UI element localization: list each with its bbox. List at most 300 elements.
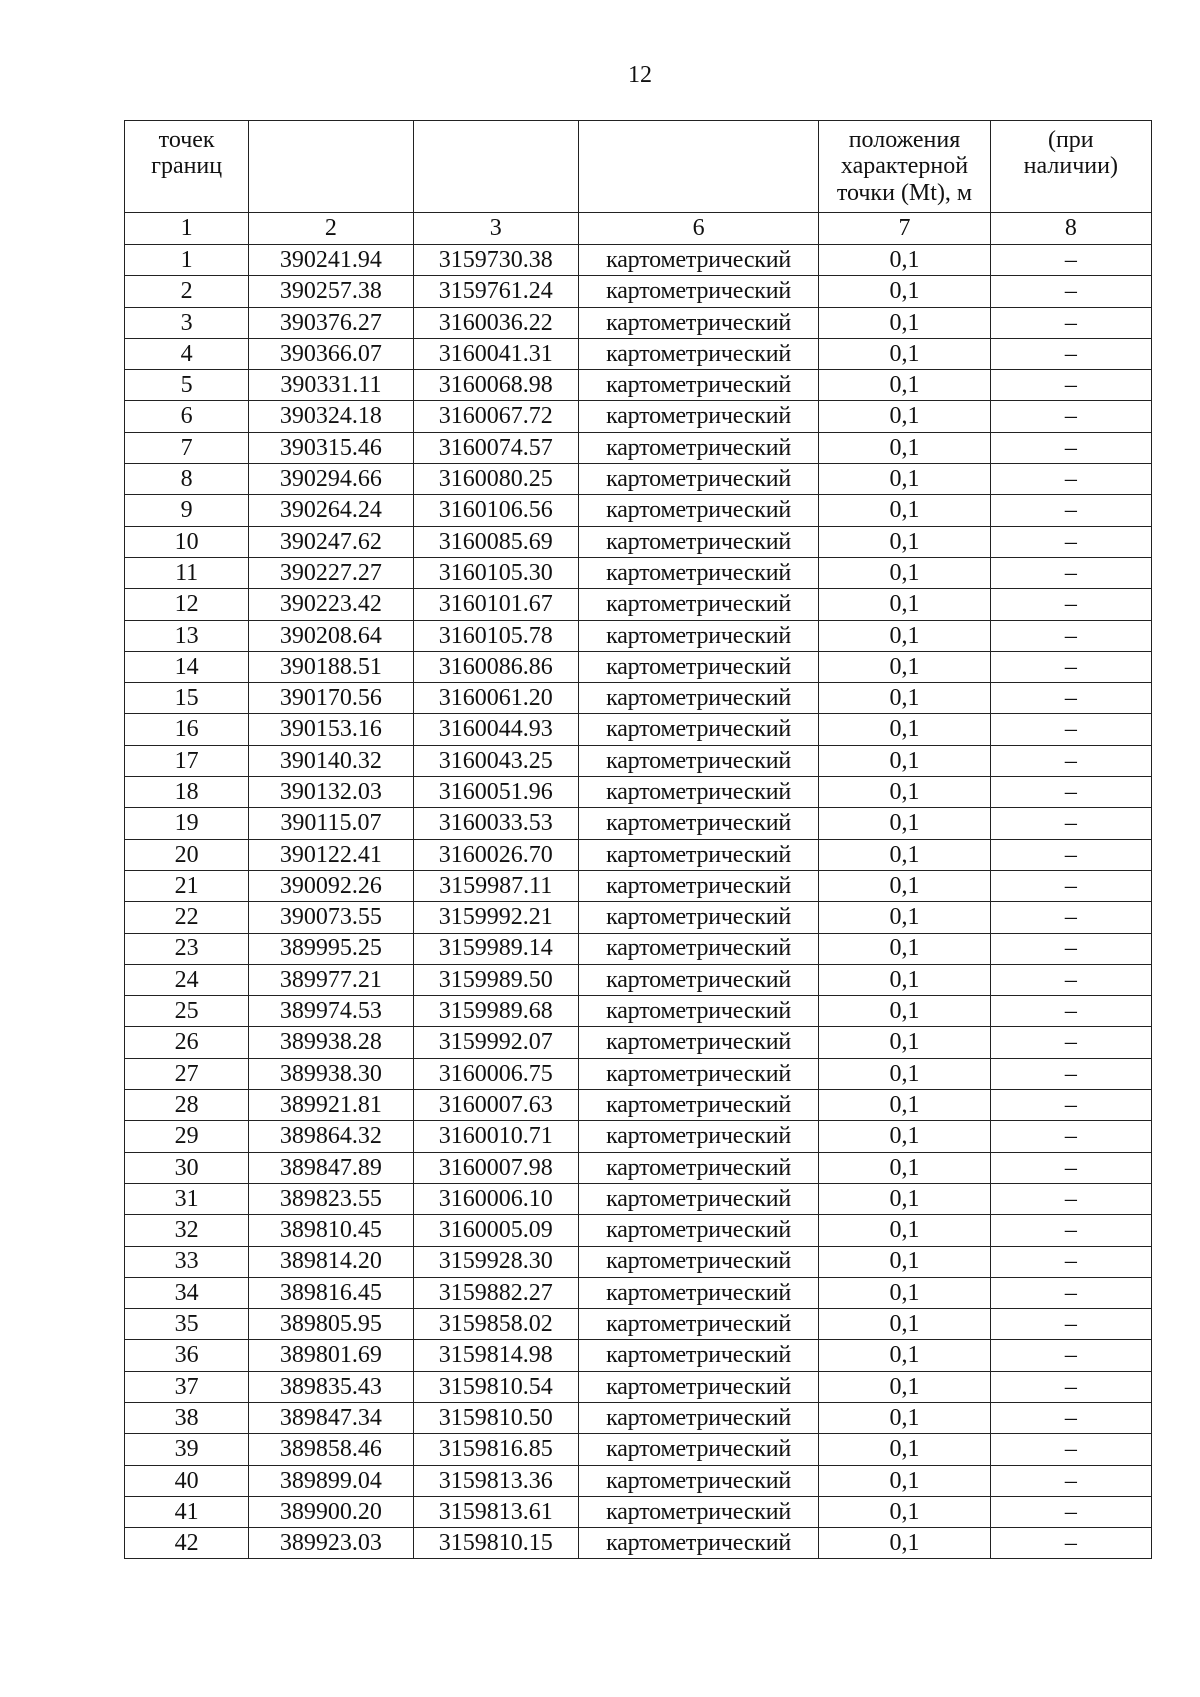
method-cell: картометрический: [578, 1309, 818, 1340]
x-coordinate-cell: 390122.41: [249, 839, 413, 870]
x-coordinate-cell: 389810.45: [249, 1215, 413, 1246]
y-coordinate-cell: 3160006.10: [413, 1183, 578, 1214]
x-coordinate-cell: 389801.69: [249, 1340, 413, 1371]
x-coordinate-cell: 389847.34: [249, 1402, 413, 1433]
table-row: [125, 432, 1152, 463]
description-cell: –: [990, 1058, 1151, 1089]
y-coordinate-cell: 3160041.31: [413, 338, 578, 369]
description-cell: –: [990, 808, 1151, 839]
method-cell: картометрический: [578, 714, 818, 745]
table-row: [125, 745, 1152, 776]
table-row: [125, 307, 1152, 338]
x-coordinate-cell: 390247.62: [249, 526, 413, 557]
table-row: [125, 1183, 1152, 1214]
description-cell: –: [990, 1183, 1151, 1214]
description-cell: –: [990, 933, 1151, 964]
accuracy-cell: 0,1: [819, 745, 990, 776]
method-cell: картометрический: [578, 464, 818, 495]
column-number: 1: [125, 213, 249, 245]
description-cell: –: [990, 370, 1151, 401]
accuracy-cell: 0,1: [819, 839, 990, 870]
y-coordinate-cell: 3159810.54: [413, 1371, 578, 1402]
x-coordinate-cell: 389899.04: [249, 1465, 413, 1496]
method-cell: картометрический: [578, 1215, 818, 1246]
accuracy-cell: 0,1: [819, 870, 990, 901]
column-number: 8: [990, 213, 1151, 245]
x-coordinate-cell: 389995.25: [249, 933, 413, 964]
header-line: (при: [1047, 127, 1094, 153]
table-row: [125, 1152, 1152, 1183]
description-cell: –: [990, 902, 1151, 933]
point-number-cell: 12: [125, 589, 249, 620]
boundary-points-table: [124, 120, 1152, 1559]
header-line: точки (Mt), м: [836, 179, 973, 206]
accuracy-cell: 0,1: [819, 1371, 990, 1402]
table-row: [125, 1528, 1152, 1559]
y-coordinate-cell: 3160086.86: [413, 651, 578, 682]
method-cell: картометрический: [578, 964, 818, 995]
accuracy-cell: 0,1: [819, 620, 990, 651]
y-coordinate-cell: 3160033.53: [413, 808, 578, 839]
description-cell: –: [990, 1309, 1151, 1340]
header-point-number: [125, 121, 249, 213]
description-cell: –: [990, 589, 1151, 620]
method-cell: картометрический: [578, 245, 818, 276]
x-coordinate-cell: 390366.07: [249, 338, 413, 369]
point-number-cell: 18: [125, 777, 249, 808]
x-coordinate-cell: 390132.03: [249, 777, 413, 808]
method-cell: картометрический: [578, 777, 818, 808]
point-number-cell: 28: [125, 1090, 249, 1121]
accuracy-cell: 0,1: [819, 1183, 990, 1214]
point-number-cell: 6: [125, 401, 249, 432]
point-number-cell: 21: [125, 870, 249, 901]
point-number-cell: 35: [125, 1309, 249, 1340]
description-cell: –: [990, 1340, 1151, 1371]
y-coordinate-cell: 3160044.93: [413, 714, 578, 745]
accuracy-cell: 0,1: [819, 1528, 990, 1559]
table-row: [125, 777, 1152, 808]
y-coordinate-cell: 3160043.25: [413, 745, 578, 776]
description-cell: –: [990, 1528, 1151, 1559]
point-number-cell: 11: [125, 557, 249, 588]
accuracy-cell: 0,1: [819, 1402, 990, 1433]
accuracy-cell: 0,1: [819, 589, 990, 620]
table-row: [125, 1465, 1152, 1496]
point-number-cell: 27: [125, 1058, 249, 1089]
description-cell: –: [990, 714, 1151, 745]
description-cell: –: [990, 1277, 1151, 1308]
x-coordinate-cell: 389814.20: [249, 1246, 413, 1277]
table-row: [125, 714, 1152, 745]
table-row: [125, 996, 1152, 1027]
header-line: наличии): [1023, 153, 1118, 180]
column-number: 3: [413, 213, 578, 245]
y-coordinate-cell: 3160007.98: [413, 1152, 578, 1183]
point-number-cell: 31: [125, 1183, 249, 1214]
method-cell: картометрический: [578, 1528, 818, 1559]
accuracy-cell: 0,1: [819, 495, 990, 526]
accuracy-cell: 0,1: [819, 370, 990, 401]
method-cell: картометрический: [578, 996, 818, 1027]
y-coordinate-cell: 3159858.02: [413, 1309, 578, 1340]
x-coordinate-cell: 389805.95: [249, 1309, 413, 1340]
table-header-row: [125, 121, 1152, 213]
y-coordinate-cell: 3159816.85: [413, 1434, 578, 1465]
x-coordinate-cell: 390294.66: [249, 464, 413, 495]
table-row: [125, 620, 1152, 651]
method-cell: картометрический: [578, 1277, 818, 1308]
column-number: 6: [578, 213, 818, 245]
accuracy-cell: 0,1: [819, 714, 990, 745]
table-row: [125, 1340, 1152, 1371]
description-cell: –: [990, 526, 1151, 557]
description-cell: –: [990, 307, 1151, 338]
y-coordinate-cell: 3159992.07: [413, 1027, 578, 1058]
method-cell: картометрический: [578, 338, 818, 369]
point-number-cell: 30: [125, 1152, 249, 1183]
table-row: [125, 651, 1152, 682]
x-coordinate-cell: 390140.32: [249, 745, 413, 776]
page-number: 12: [628, 62, 652, 88]
point-number-cell: 29: [125, 1121, 249, 1152]
accuracy-cell: 0,1: [819, 1496, 990, 1527]
y-coordinate-cell: 3159989.14: [413, 933, 578, 964]
accuracy-cell: 0,1: [819, 902, 990, 933]
table-row: [125, 526, 1152, 557]
accuracy-cell: 0,1: [819, 1277, 990, 1308]
x-coordinate-cell: 389864.32: [249, 1121, 413, 1152]
point-number-cell: 22: [125, 902, 249, 933]
point-number-cell: 19: [125, 808, 249, 839]
x-coordinate-cell: 389858.46: [249, 1434, 413, 1465]
y-coordinate-cell: 3160074.57: [413, 432, 578, 463]
y-coordinate-cell: 3160051.96: [413, 777, 578, 808]
accuracy-cell: 0,1: [819, 338, 990, 369]
point-number-cell: 38: [125, 1402, 249, 1433]
method-cell: картометрический: [578, 1340, 818, 1371]
method-cell: картометрический: [578, 432, 818, 463]
accuracy-cell: 0,1: [819, 996, 990, 1027]
point-number-cell: 1: [125, 245, 249, 276]
x-coordinate-cell: 390073.55: [249, 902, 413, 933]
method-cell: картометрический: [578, 307, 818, 338]
table-row: [125, 338, 1152, 369]
point-number-cell: 33: [125, 1246, 249, 1277]
accuracy-cell: 0,1: [819, 432, 990, 463]
method-cell: картометрический: [578, 1090, 818, 1121]
point-number-cell: 24: [125, 964, 249, 995]
y-coordinate-cell: 3160006.75: [413, 1058, 578, 1089]
table-row: [125, 839, 1152, 870]
table-row: [125, 1371, 1152, 1402]
description-cell: –: [990, 1090, 1151, 1121]
description-cell: –: [990, 870, 1151, 901]
x-coordinate-cell: 390170.56: [249, 683, 413, 714]
table-row: [125, 245, 1152, 276]
x-coordinate-cell: 389977.21: [249, 964, 413, 995]
accuracy-cell: 0,1: [819, 1121, 990, 1152]
table-row: [125, 401, 1152, 432]
header-x: [249, 121, 413, 213]
accuracy-cell: 0,1: [819, 1090, 990, 1121]
y-coordinate-cell: 3159992.21: [413, 902, 578, 933]
description-cell: –: [990, 1246, 1151, 1277]
x-coordinate-cell: 390092.26: [249, 870, 413, 901]
x-coordinate-cell: 389921.81: [249, 1090, 413, 1121]
y-coordinate-cell: 3159814.98: [413, 1340, 578, 1371]
point-number-cell: 32: [125, 1215, 249, 1246]
description-cell: –: [990, 338, 1151, 369]
table-row: [125, 808, 1152, 839]
description-cell: –: [990, 1152, 1151, 1183]
description-cell: –: [990, 964, 1151, 995]
accuracy-cell: 0,1: [819, 1246, 990, 1277]
column-number: 2: [249, 213, 413, 245]
point-number-cell: 37: [125, 1371, 249, 1402]
description-cell: –: [990, 1465, 1151, 1496]
y-coordinate-cell: 3159761.24: [413, 276, 578, 307]
x-coordinate-cell: 390324.18: [249, 401, 413, 432]
accuracy-cell: 0,1: [819, 245, 990, 276]
accuracy-cell: 0,1: [819, 933, 990, 964]
point-number-cell: 15: [125, 683, 249, 714]
header-line: характерной: [840, 153, 969, 180]
table-row: [125, 1246, 1152, 1277]
accuracy-cell: 0,1: [819, 777, 990, 808]
table-row: [125, 495, 1152, 526]
description-cell: –: [990, 620, 1151, 651]
table-row: [125, 1434, 1152, 1465]
point-number-cell: 2: [125, 276, 249, 307]
point-number-cell: 23: [125, 933, 249, 964]
y-coordinate-cell: 3160068.98: [413, 370, 578, 401]
table-row: [125, 683, 1152, 714]
table-row: [125, 1402, 1152, 1433]
y-coordinate-cell: 3160067.72: [413, 401, 578, 432]
y-coordinate-cell: 3160061.20: [413, 683, 578, 714]
method-cell: картометрический: [578, 651, 818, 682]
x-coordinate-cell: 390227.27: [249, 557, 413, 588]
accuracy-cell: 0,1: [819, 1340, 990, 1371]
point-number-cell: 14: [125, 651, 249, 682]
method-cell: картометрический: [578, 370, 818, 401]
y-coordinate-cell: 3159882.27: [413, 1277, 578, 1308]
point-number-cell: 13: [125, 620, 249, 651]
x-coordinate-cell: 390376.27: [249, 307, 413, 338]
x-coordinate-cell: 390331.11: [249, 370, 413, 401]
point-number-cell: 8: [125, 464, 249, 495]
point-number-cell: 5: [125, 370, 249, 401]
y-coordinate-cell: 3159810.15: [413, 1528, 578, 1559]
point-number-cell: 17: [125, 745, 249, 776]
x-coordinate-cell: 390315.46: [249, 432, 413, 463]
point-number-cell: 9: [125, 495, 249, 526]
method-cell: картометрический: [578, 1246, 818, 1277]
method-cell: картометрический: [578, 745, 818, 776]
y-coordinate-cell: 3160026.70: [413, 839, 578, 870]
method-cell: картометрический: [578, 1402, 818, 1433]
x-coordinate-cell: 389938.28: [249, 1027, 413, 1058]
x-coordinate-cell: 389847.89: [249, 1152, 413, 1183]
y-coordinate-cell: 3159928.30: [413, 1246, 578, 1277]
x-coordinate-cell: 389823.55: [249, 1183, 413, 1214]
accuracy-cell: 0,1: [819, 651, 990, 682]
y-coordinate-cell: 3160106.56: [413, 495, 578, 526]
header-method: [578, 121, 818, 213]
y-coordinate-cell: 3159813.36: [413, 1465, 578, 1496]
x-coordinate-cell: 390208.64: [249, 620, 413, 651]
method-cell: картометрический: [578, 1434, 818, 1465]
point-number-cell: 7: [125, 432, 249, 463]
accuracy-cell: 0,1: [819, 683, 990, 714]
method-cell: картометрический: [578, 808, 818, 839]
accuracy-cell: 0,1: [819, 464, 990, 495]
description-cell: –: [990, 1434, 1151, 1465]
description-cell: –: [990, 557, 1151, 588]
y-coordinate-cell: 3160085.69: [413, 526, 578, 557]
x-coordinate-cell: 390257.38: [249, 276, 413, 307]
y-coordinate-cell: 3159810.50: [413, 1402, 578, 1433]
header-line: положения: [848, 127, 961, 153]
accuracy-cell: 0,1: [819, 1215, 990, 1246]
x-coordinate-cell: 389923.03: [249, 1528, 413, 1559]
table-body: [125, 245, 1152, 1559]
y-coordinate-cell: 3160010.71: [413, 1121, 578, 1152]
point-number-cell: 4: [125, 338, 249, 369]
description-cell: –: [990, 1121, 1151, 1152]
method-cell: картометрический: [578, 1152, 818, 1183]
method-cell: картометрический: [578, 933, 818, 964]
x-coordinate-cell: 390264.24: [249, 495, 413, 526]
accuracy-cell: 0,1: [819, 1465, 990, 1496]
point-number-cell: 36: [125, 1340, 249, 1371]
accuracy-cell: 0,1: [819, 964, 990, 995]
x-coordinate-cell: 390115.07: [249, 808, 413, 839]
table-row: [125, 589, 1152, 620]
description-cell: –: [990, 1371, 1151, 1402]
y-coordinate-cell: 3159989.50: [413, 964, 578, 995]
point-number-cell: 3: [125, 307, 249, 338]
method-cell: картометрический: [578, 557, 818, 588]
description-cell: –: [990, 245, 1151, 276]
method-cell: картометрический: [578, 1058, 818, 1089]
description-cell: –: [990, 1402, 1151, 1433]
x-coordinate-cell: 389974.53: [249, 996, 413, 1027]
table-row: [125, 870, 1152, 901]
point-number-cell: 20: [125, 839, 249, 870]
description-cell: –: [990, 1215, 1151, 1246]
point-number-cell: 26: [125, 1027, 249, 1058]
point-number-cell: 41: [125, 1496, 249, 1527]
column-number: 7: [819, 213, 990, 245]
description-cell: –: [990, 683, 1151, 714]
table-row: [125, 276, 1152, 307]
method-cell: картометрический: [578, 1121, 818, 1152]
y-coordinate-cell: 3159813.61: [413, 1496, 578, 1527]
description-cell: –: [990, 401, 1151, 432]
table-row: [125, 1058, 1152, 1089]
table-row: [125, 1277, 1152, 1308]
x-coordinate-cell: 390188.51: [249, 651, 413, 682]
point-number-cell: 34: [125, 1277, 249, 1308]
accuracy-cell: 0,1: [819, 1309, 990, 1340]
y-coordinate-cell: 3160007.63: [413, 1090, 578, 1121]
method-cell: картометрический: [578, 526, 818, 557]
x-coordinate-cell: 390241.94: [249, 245, 413, 276]
x-coordinate-cell: 389900.20: [249, 1496, 413, 1527]
table-row: [125, 902, 1152, 933]
accuracy-cell: 0,1: [819, 1027, 990, 1058]
x-coordinate-cell: 389835.43: [249, 1371, 413, 1402]
accuracy-cell: 0,1: [819, 1152, 990, 1183]
accuracy-cell: 0,1: [819, 526, 990, 557]
x-coordinate-cell: 390153.16: [249, 714, 413, 745]
point-number-cell: 16: [125, 714, 249, 745]
table-row: [125, 370, 1152, 401]
y-coordinate-cell: 3160105.30: [413, 557, 578, 588]
method-cell: картометрический: [578, 1465, 818, 1496]
description-cell: –: [990, 745, 1151, 776]
table-row: [125, 1496, 1152, 1527]
table-row: [125, 1215, 1152, 1246]
method-cell: картометрический: [578, 589, 818, 620]
header-y: [413, 121, 578, 213]
table-row: [125, 464, 1152, 495]
point-number-cell: 25: [125, 996, 249, 1027]
accuracy-cell: 0,1: [819, 808, 990, 839]
column-number-row: [125, 213, 1152, 245]
table-row: [125, 1309, 1152, 1340]
y-coordinate-cell: 3160080.25: [413, 464, 578, 495]
y-coordinate-cell: 3160101.67: [413, 589, 578, 620]
y-coordinate-cell: 3160105.78: [413, 620, 578, 651]
description-cell: –: [990, 777, 1151, 808]
point-number-cell: 39: [125, 1434, 249, 1465]
method-cell: картометрический: [578, 1183, 818, 1214]
description-cell: –: [990, 996, 1151, 1027]
y-coordinate-cell: 3159989.68: [413, 996, 578, 1027]
description-cell: –: [990, 651, 1151, 682]
header-description: [990, 121, 1151, 213]
accuracy-cell: 0,1: [819, 1058, 990, 1089]
y-coordinate-cell: 3159730.38: [413, 245, 578, 276]
description-cell: –: [990, 839, 1151, 870]
y-coordinate-cell: 3159987.11: [413, 870, 578, 901]
accuracy-cell: 0,1: [819, 276, 990, 307]
table-row: [125, 557, 1152, 588]
header-line: точек: [158, 127, 215, 153]
description-cell: –: [990, 464, 1151, 495]
x-coordinate-cell: 389938.30: [249, 1058, 413, 1089]
method-cell: картометрический: [578, 401, 818, 432]
table-row: [125, 964, 1152, 995]
header-accuracy: [819, 121, 990, 213]
y-coordinate-cell: 3160005.09: [413, 1215, 578, 1246]
accuracy-cell: 0,1: [819, 307, 990, 338]
x-coordinate-cell: 389816.45: [249, 1277, 413, 1308]
method-cell: картометрический: [578, 1027, 818, 1058]
header-line: границ: [151, 153, 223, 180]
method-cell: картометрический: [578, 1371, 818, 1402]
accuracy-cell: 0,1: [819, 1434, 990, 1465]
table-row: [125, 1027, 1152, 1058]
description-cell: –: [990, 1496, 1151, 1527]
point-number-cell: 10: [125, 526, 249, 557]
point-number-cell: 42: [125, 1528, 249, 1559]
description-cell: –: [990, 432, 1151, 463]
point-number-cell: 40: [125, 1465, 249, 1496]
